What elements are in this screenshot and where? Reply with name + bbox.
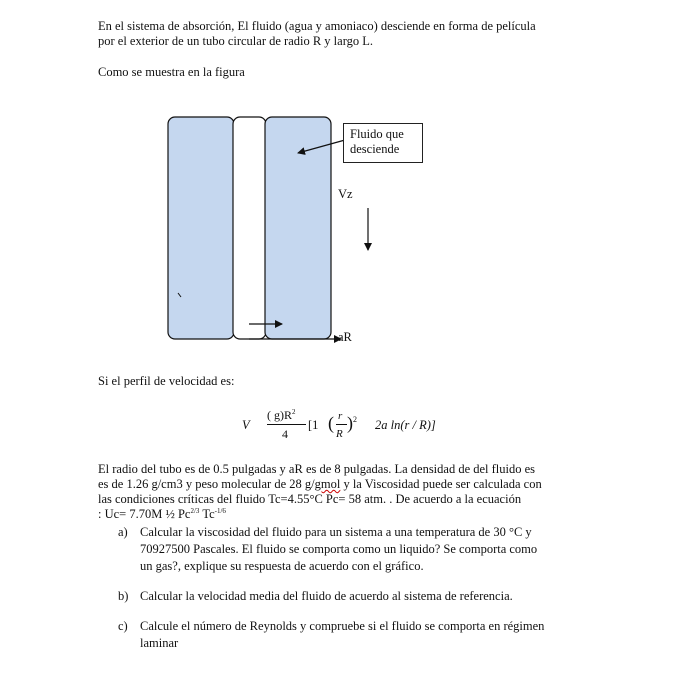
intro-line-1: En el sistema de absorción, El fluido (agua y amoniaco) desciende en forma de película [98, 19, 536, 33]
intro-line-3: Como se muestra en la figura [98, 65, 245, 79]
eq-R: R [336, 428, 343, 440]
question-line: Calcular la velocidad media del fluido de acuerdo al sistema de referencia. [140, 589, 513, 603]
vz-label: Vz [338, 187, 353, 201]
callout-box [343, 123, 423, 163]
left-fluid-film [168, 117, 234, 339]
eq-lhs: V [242, 418, 250, 432]
callout-line-1: Fluido que [350, 127, 404, 141]
question-line: Calcular la viscosidad del fluido para un sistema a una temperatura de 30 °C y [140, 525, 532, 539]
data-line-1: El radio del tubo es de 0.5 pulgadas y aR es de 8 pulgadas. La densidad de del fluido es [98, 462, 536, 476]
eq-tail: 2a ln(r / R)] [375, 418, 436, 432]
question-line: 70927500 Pascales. El fluido se comporta como un liquido? Se comporta como [140, 542, 538, 556]
eq-fraction-bar [267, 424, 306, 425]
question-marker: a) [118, 525, 128, 539]
data-line-4: : Uc= 7.70M ½ $Pc^{2/3}$ $Tc^{-1/6}$ [98, 507, 226, 521]
eq-exp2: 2 [353, 415, 357, 424]
eq-r: r [338, 410, 343, 422]
right-fluid-film [265, 117, 331, 339]
data-line-2: es de 1.26 g/cm3 y peso molecular de 28 g/gmol y la Viscosidad puede ser calculada con [98, 477, 542, 491]
eq-paren-close: ) [347, 413, 353, 433]
eq-numerator: ( $g)R^2$ [267, 408, 296, 422]
eq-paren-open: ( [328, 413, 334, 433]
spellcheck-word: gmol [314, 477, 341, 491]
data-line-3: las condiciones críticas del fluido Tc=4.55°C Pc= 58 atm. . De acuerdo a la ecuación [98, 492, 522, 506]
tube-wall [233, 117, 266, 339]
ar-label: aR [338, 330, 352, 344]
profile-intro: Si el perfil de velocidad es: [98, 374, 235, 388]
question-marker: b) [118, 589, 129, 603]
question-line: laminar [140, 636, 179, 650]
question-line: un gas?, explique su respuesta de acuerdo con el gráfico. [140, 559, 424, 573]
callout-line-2: desciende [350, 142, 400, 156]
intro-line-2: por el exterior de un tubo circular de radio R y largo L. [98, 34, 374, 48]
eq-bracket: [1 [308, 418, 319, 432]
question-line: Calcule el número de Reynolds y compruebe si el fluido se comporta en régimen [140, 619, 545, 633]
eq-denominator: 4 [282, 427, 288, 441]
eq-r-bar [336, 424, 347, 425]
question-marker: c) [118, 619, 128, 633]
